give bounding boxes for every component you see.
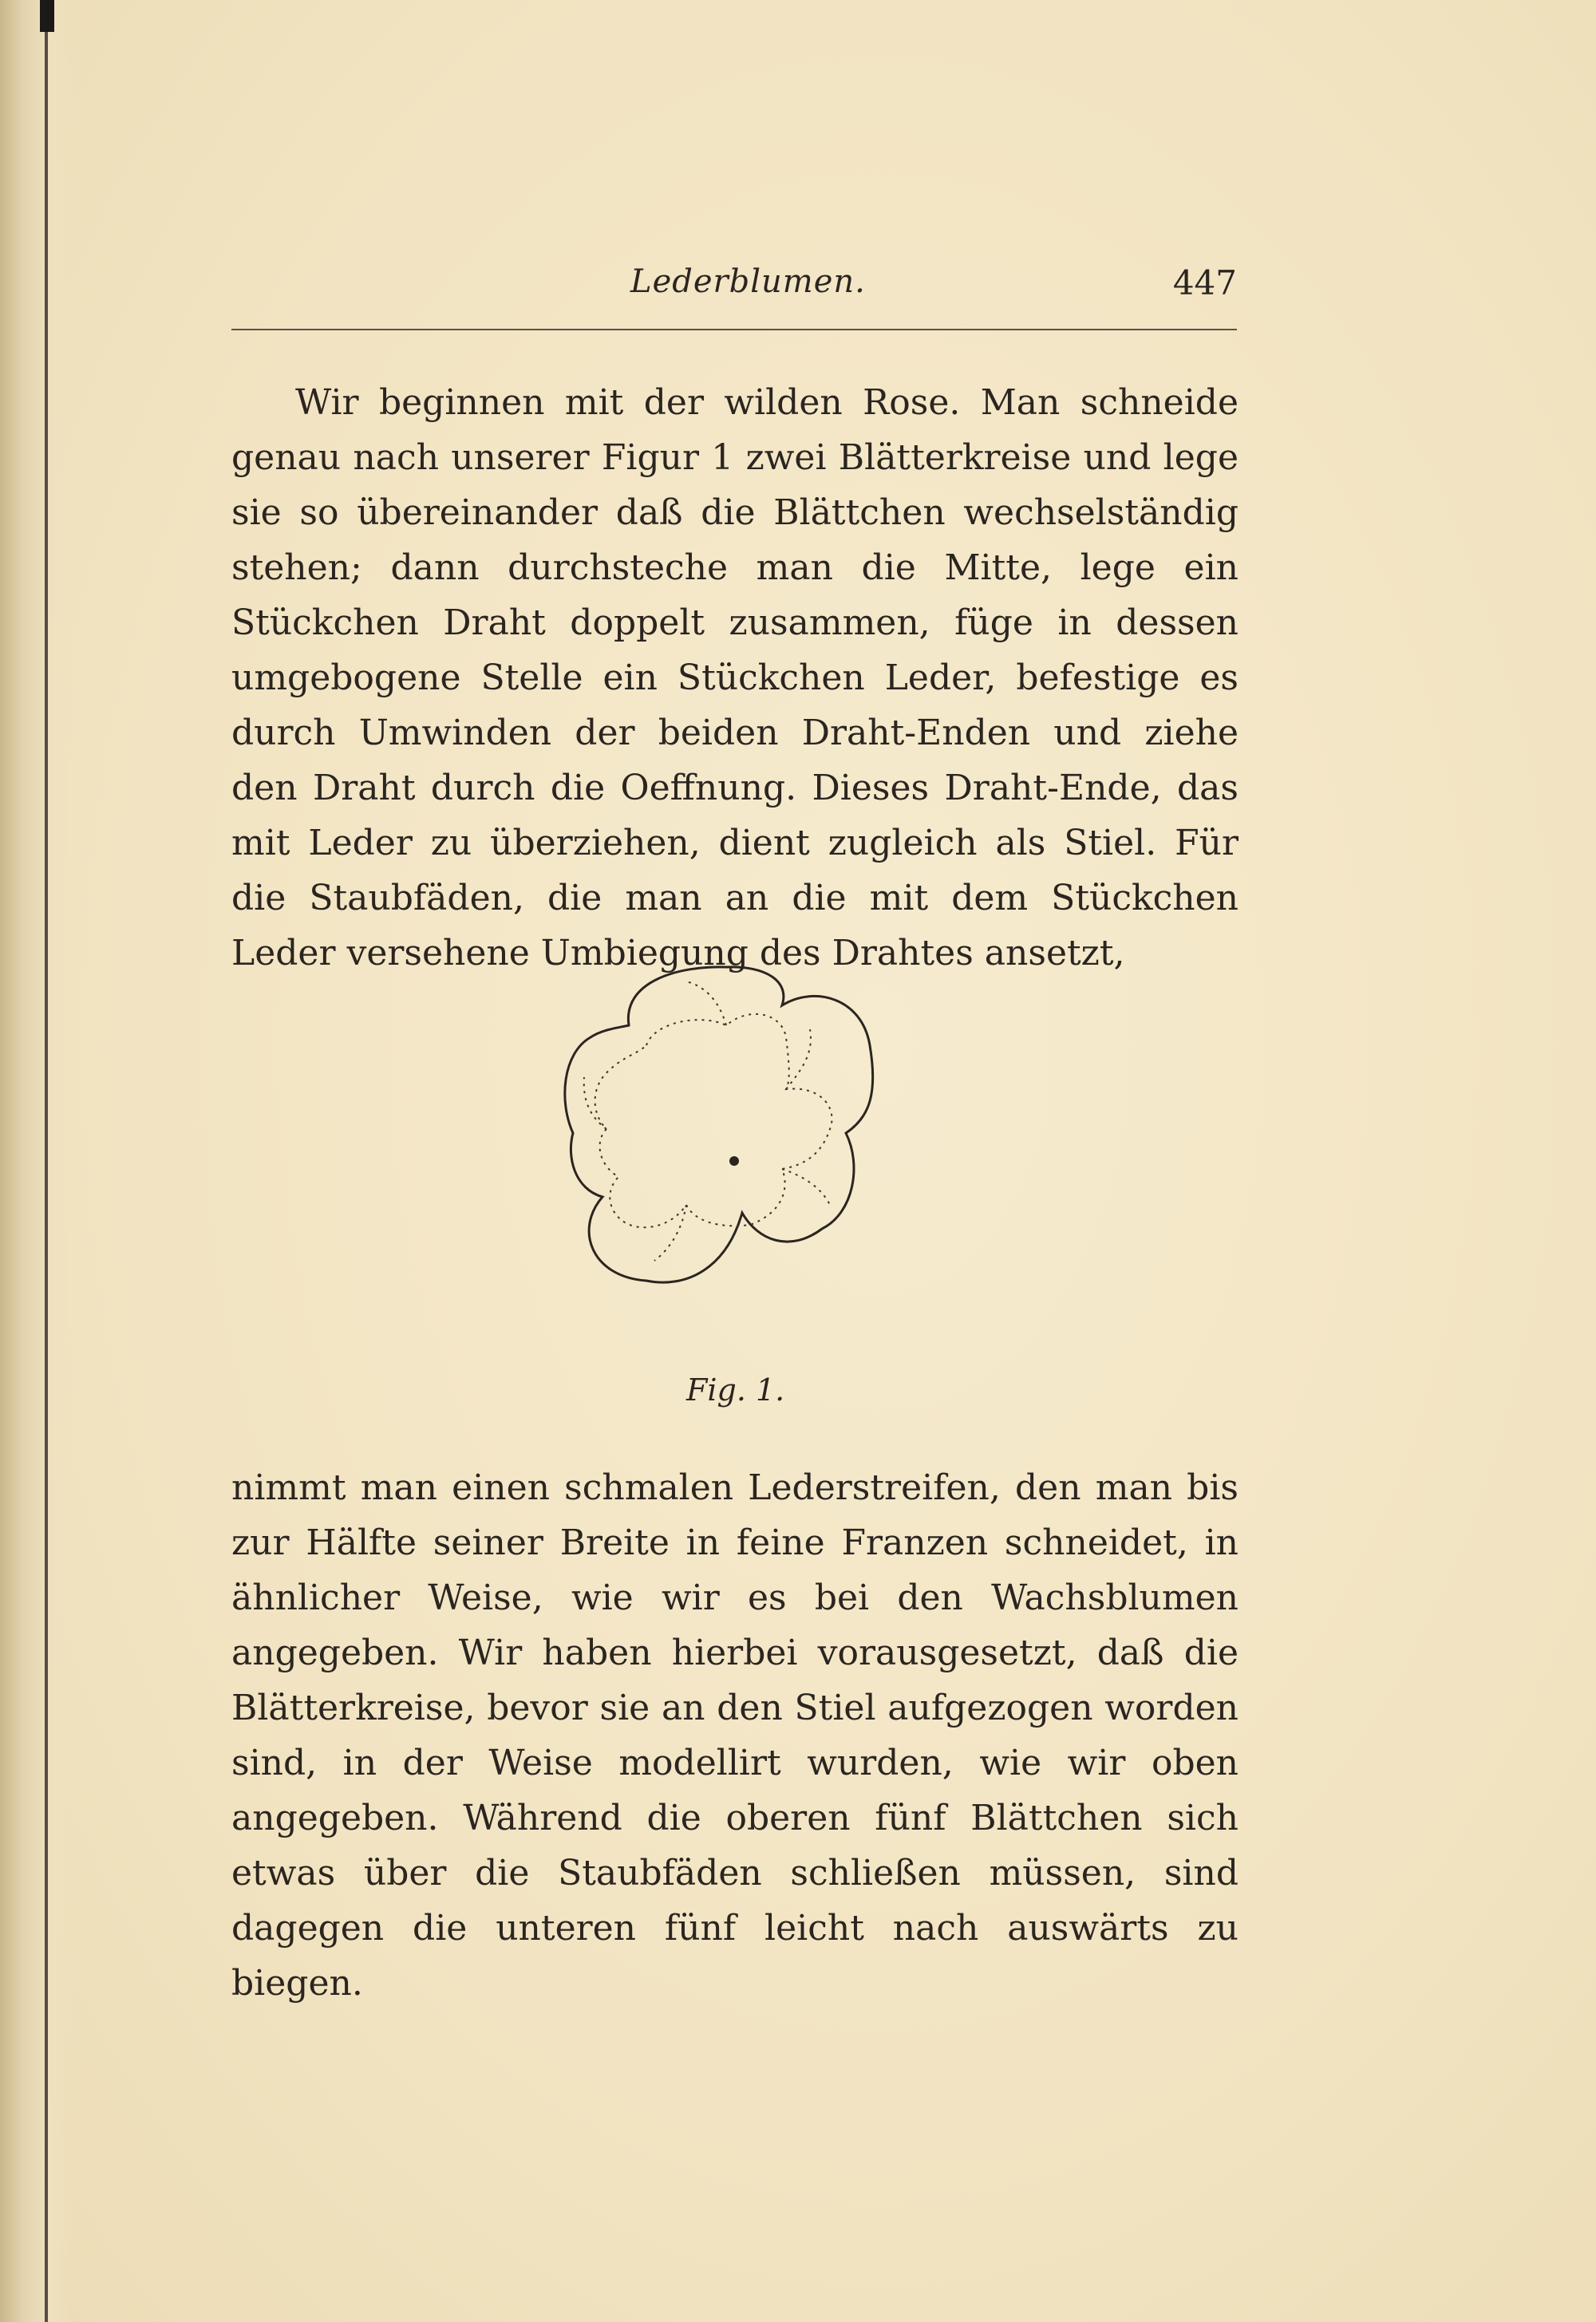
petal-divider-3 — [782, 1169, 830, 1205]
header-rule — [231, 329, 1237, 330]
figure-1-rose-petal-pattern — [527, 950, 958, 1364]
paragraph-1: Wir beginnen mit der wilden Rose. Man schneide genau nach unserer Figur 1 zwei Blätterkreise und lege sie so übereinander daß die Blättchen wechselständig stehen; dann durchsteche man die Mitte, lege ein Stückchen Draht doppelt zusammen, füge in dessen umgebogene Stelle ein Stückchen Leder, befestige es durch Umwinden der beiden Draht-Enden und ziehe den Draht durch die Oeffnung. Dieses Draht-Ende, das mit Leder zu überziehen, dient zugleich als Stiel. Für die Staubfäden, die man an die mit dem Stückchen Leder versehene Umbiegung des Drahtes ansetzt, — [231, 382, 1238, 973]
spine-corner-mark — [40, 0, 54, 32]
petal-divider-4 — [654, 1205, 686, 1261]
center-hole-dot — [729, 1156, 739, 1166]
paragraph-2: nimmt man einen schmalen Lederstreifen, den man bis zur Hälfte seiner Breite in feine Franzen schneidet, in ähnlicher Weise, wie wir es bei den Wachsblumen angegeben. Wir haben hierbei vorausgesetzt, daß die Blätterkreise, bevor sie an den Stiel aufgezogen worden sind, in der Weise modellirt wurden, wie wir oben angegeben. Während die oberen fünf Blättchen sich etwas über die Staubfäden schließen müssen, sind dagegen die unteren fünf leicht nach auswärts zu biegen. — [231, 1467, 1238, 2004]
outer-petal-ring-solid — [565, 967, 873, 1282]
book-spine-shadow — [0, 0, 72, 2322]
rose-petal-diagram — [527, 950, 958, 1364]
book-spine-edge — [45, 0, 48, 2322]
figure-caption: Fig. 1. — [686, 1372, 785, 1408]
inner-petal-ring-dotted — [595, 1014, 832, 1227]
petal-divider-2 — [786, 1029, 811, 1089]
running-head — [231, 263, 1237, 311]
petal-divider-1 — [686, 981, 726, 1025]
page-number: 447 — [1172, 263, 1237, 302]
running-title: Lederblumen. — [630, 263, 866, 300]
